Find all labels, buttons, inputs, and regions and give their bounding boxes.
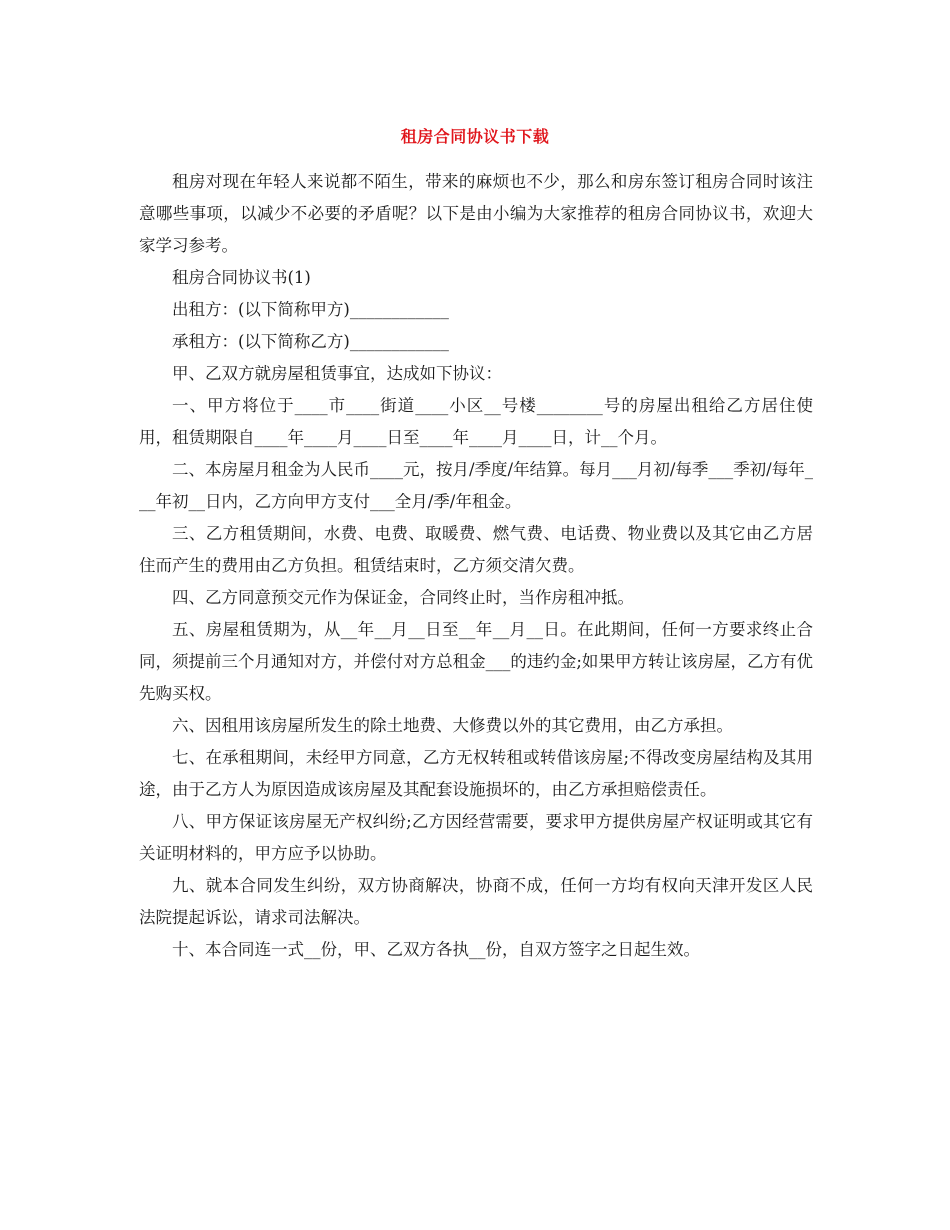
clause-10: 十、本合同连一式__份，甲、乙双方各执__份，自双方签字之日起生效。 (172, 940, 700, 959)
clause-1: 一、甲方将位于____市____街道____小区__号楼________号的房屋出租给乙方居住使用，租赁期限自____年____月____日至____年____月____日，计__个月。 (139, 396, 813, 447)
lessee-line: 承租方：(以下简称乙方)____________ (172, 332, 449, 351)
contract-heading: 租房合同协议书(1) (172, 268, 311, 287)
clause-4: 四、乙方同意预交元作为保证金，合同终止时，当作房租冲抵。 (172, 588, 634, 607)
clause-2: 二、本房屋月租金为人民币____元，按月/季度/年结算。每月___月初/每季___季初/每年___年初__日内，乙方向甲方支付___全月/季/年租金。 (139, 460, 813, 511)
document-body (139, 166, 813, 966)
clause-3: 三、乙方租赁期间，水费、电费、取暖费、燃气费、电话费、物业费以及其它由乙方居住而产生的费用由乙方负担。租赁结束时，乙方须交清欠费。 (139, 524, 813, 575)
clause-6: 六、因租用该房屋所发生的除土地费、大修费以外的其它费用，由乙方承担。 (172, 716, 733, 735)
clause-8: 八、甲方保证该房屋无产权纠纷;乙方因经营需要，要求甲方提供房屋产权证明或其它有关证明材料的，甲方应予以协助。 (139, 812, 813, 863)
intro-paragraph: 租房对现在年轻人来说都不陌生，带来的麻烦也不少，那么和房东签订租房合同时该注意哪些事项，以减少不必要的矛盾呢？以下是由小编为大家推荐的租房合同协议书，欢迎大家学习参考。 (139, 172, 813, 255)
clause-9: 九、就本合同发生纠纷，双方协商解决，协商不成，任何一方均有权向天津开发区人民法院提起诉讼，请求司法解决。 (139, 876, 813, 927)
clause-5: 五、房屋租赁期为，从__年__月__日至__年__月__日。在此期间，任何一方要求终止合同，须提前三个月通知对方，并偿付对方总租金___的违约金;如果甲方转让该房屋，乙方有优先购买权。 (139, 620, 813, 703)
clause-7: 七、在承租期间，未经甲方同意，乙方无权转租或转借该房屋;不得改变房屋结构及其用途，由于乙方人为原因造成该房屋及其配套设施损坏的，由乙方承担赔偿责任。 (139, 748, 813, 799)
agreement-preamble: 甲、乙双方就房屋租赁事宜，达成如下协议： (172, 364, 502, 383)
document-title: 租房合同协议书下载 (400, 127, 550, 146)
lessor-line: 出租方：(以下简称甲方)____________ (172, 300, 449, 319)
